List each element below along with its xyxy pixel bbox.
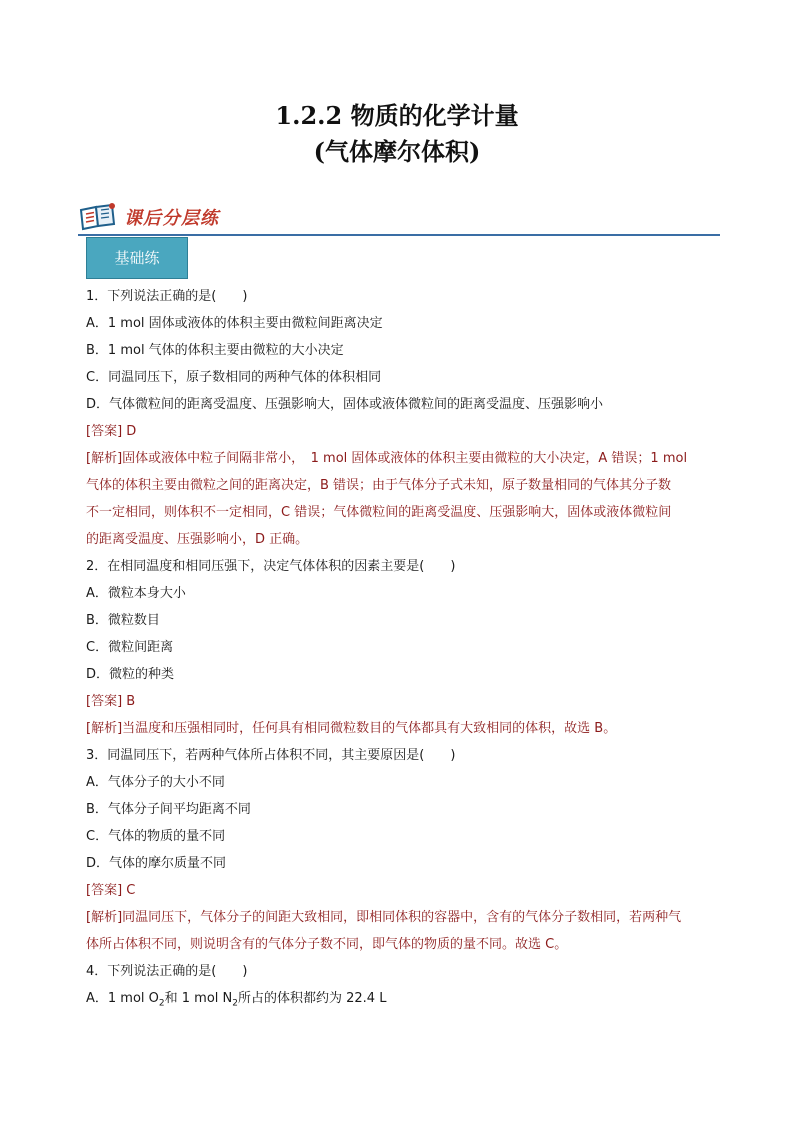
question-stem: 2．在相同温度和相同压强下，决定气体体积的因素主要是( ) [86,559,456,574]
question-stem: 3．同温同压下，若两种气体所占体积不同，其主要原因是( ) [86,748,456,763]
option-c: C．同温同压下，原子数相同的两种气体的体积相同 [86,370,382,385]
option-b: B．1 mol 气体的体积主要由微粒的大小决定 [86,343,344,358]
question-list [86,283,726,1012]
question-stem: 4．下列说法正确的是( ) [86,964,248,979]
option-a: A．1 mol 固体或液体的体积主要由微粒间距离决定 [86,316,383,331]
option-a-suffix: 所占的体积都约为 22.4 L [237,991,387,1006]
answer: [答案] B [86,694,136,709]
subscript: 2 [232,998,238,1009]
option-d: D．气体微粒间的距离受温度、压强影响大，固体或液体微粒间的距离受温度、压强影响小 [86,397,604,412]
subscript: 2 [158,998,165,1009]
option-d: D．气体的摩尔质量不同 [86,856,227,871]
section-label: 课后分层练 [124,208,219,229]
answer: [答案] D [86,424,137,439]
book-icon [78,202,118,232]
option-b: B．气体分子间平均距离不同 [86,802,251,817]
page-title: 1.2.2 物质的化学计量 [275,101,519,130]
option-a-mid: 和 1 mol N [164,991,233,1006]
answer: [答案] C [86,883,136,898]
tab-basic-practice[interactable]: 基础练 [86,237,188,279]
option-c: C．微粒间距离 [86,640,174,655]
page-subtitle: (气体摩尔体积) [313,137,481,166]
analysis-line: [解析]当温度和压强相同时，任何具有相同微粒数目的气体都具有大致相同的体积，故选 B。 [86,721,617,736]
analysis-line: 不一定相同，则体积不一定相同，C 错误；气体微粒间的距离受温度、压强影响大，固体或液体微粒间 [86,505,672,520]
option-a: A．气体分子的大小不同 [86,775,225,790]
analysis-line: [解析]固体或液体中粒子间隔非常小， 1 mol 固体或液体的体积主要由微粒的大小决定，A 错误；1 mol [86,451,688,466]
option-d: D．微粒的种类 [86,667,175,682]
analysis-line: [解析]同温同压下，气体分子的间距大致相同，即相同体积的容器中，含有的气体分子数相同，若两种气 [86,910,682,925]
option-a: A．微粒本身大小 [86,586,186,601]
option-b: B．微粒数目 [86,613,160,628]
option-a-prefix: A．1 mol O [86,991,159,1006]
option-a [86,985,726,1012]
option-c: C．气体的物质的量不同 [86,829,226,844]
analysis-line: 体所占体积不同，则说明含有的气体分子数不同，即气体的物质的量不同。故选 C。 [86,937,568,952]
analysis-line: 气体的体积主要由微粒之间的距离决定，B 错误；由于气体分子式未知，原子数量相同的气体其分子数 [86,478,672,493]
analysis-line: 的距离受温度、压强影响小，D 正确。 [86,532,309,547]
question-stem: 1．下列说法正确的是( ) [86,289,248,304]
section-header [78,200,720,236]
